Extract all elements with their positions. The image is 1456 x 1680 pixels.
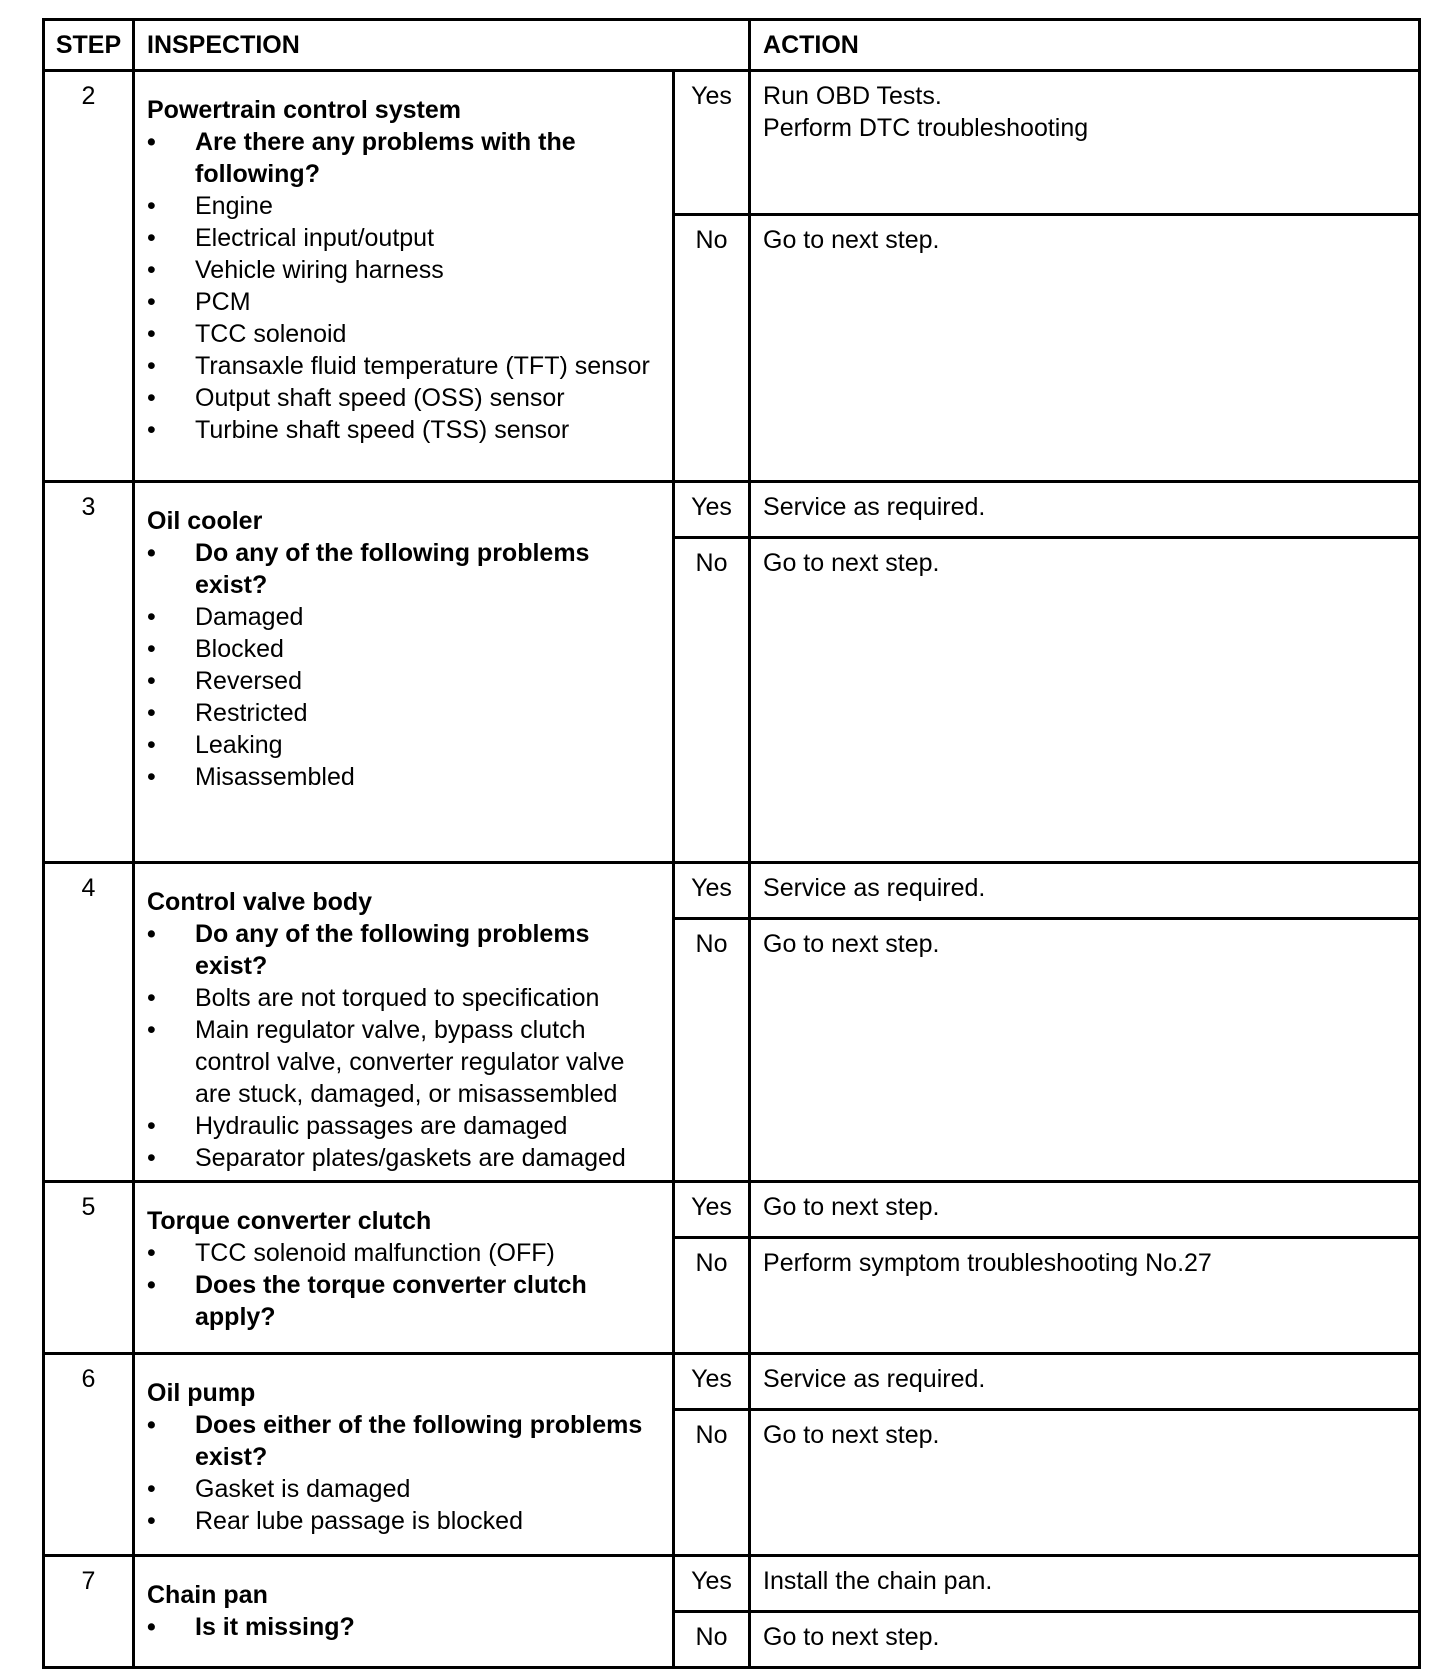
- bullet-icon: •: [147, 1411, 156, 1439]
- list-item: [147, 318, 660, 350]
- list-item: [147, 286, 660, 318]
- yes-label: Yes: [674, 1354, 750, 1410]
- inspection-list: [147, 126, 660, 446]
- inspection-cell: [134, 71, 674, 482]
- no-action: [750, 1410, 1420, 1556]
- list-item: [147, 1142, 660, 1174]
- bullet-icon: •: [147, 1112, 156, 1140]
- list-item-text: Electrical input/output: [195, 224, 435, 252]
- bullet-icon: •: [147, 699, 156, 727]
- list-item: [147, 665, 660, 697]
- list-item: [147, 222, 660, 254]
- inspection-question-text: Does the torque converter clutch apply?: [195, 1271, 587, 1331]
- step-number: 2: [44, 71, 134, 482]
- inspection-question: [147, 126, 660, 190]
- inspection-question-text: Is it missing?: [195, 1613, 355, 1641]
- action-line: Service as required.: [763, 1365, 986, 1393]
- list-item-text: Bolts are not torqued to specification: [195, 984, 600, 1012]
- list-item-text: Misassembled: [195, 763, 355, 791]
- step-number: 4: [44, 863, 134, 1182]
- inspection-question: [147, 918, 660, 982]
- action-line: Run OBD Tests.: [763, 82, 942, 110]
- yes-action: [750, 1556, 1420, 1612]
- no-action: [750, 538, 1420, 863]
- inspection-title: Chain pan: [147, 1581, 268, 1609]
- no-label: No: [674, 215, 750, 482]
- no-action: [750, 215, 1420, 482]
- list-item: [147, 761, 660, 793]
- bullet-icon: •: [147, 352, 156, 380]
- bullet-icon: •: [147, 384, 156, 412]
- list-item: [147, 382, 660, 414]
- action-line: Perform DTC troubleshooting: [763, 114, 1089, 142]
- table-row: [44, 482, 1420, 538]
- list-item-text: Turbine shaft speed (TSS) sensor: [195, 416, 570, 444]
- list-item: [147, 697, 660, 729]
- inspection-question-text: Do any of the following problems exist?: [195, 920, 590, 980]
- list-item-text: TCC solenoid malfunction (OFF): [195, 1239, 555, 1267]
- yes-action: [750, 71, 1420, 215]
- bullet-icon: •: [147, 539, 156, 567]
- list-item: [147, 1237, 660, 1269]
- bullet-icon: •: [147, 224, 156, 252]
- bullet-icon: •: [147, 920, 156, 948]
- list-item: [147, 601, 660, 633]
- list-item-text: Separator plates/gaskets are damaged: [195, 1144, 626, 1172]
- list-item-text: Rear lube passage is blocked: [195, 1507, 523, 1535]
- bullet-icon: •: [147, 1016, 156, 1044]
- step-number: 6: [44, 1354, 134, 1556]
- table-row: [44, 863, 1420, 919]
- list-item-text: Output shaft speed (OSS) sensor: [195, 384, 565, 412]
- inspection-cell: [134, 1556, 674, 1668]
- list-item-text: Reversed: [195, 667, 302, 695]
- list-item: [147, 633, 660, 665]
- action-header: ACTION: [750, 20, 1420, 71]
- list-item-text: Hydraulic passages are damaged: [195, 1112, 568, 1140]
- list-item-text: Restricted: [195, 699, 308, 727]
- yes-label: Yes: [674, 71, 750, 215]
- bullet-icon: •: [147, 731, 156, 759]
- yes-label: Yes: [674, 1556, 750, 1612]
- inspection-table: [42, 18, 1421, 1669]
- list-item-text: Leaking: [195, 731, 283, 759]
- table-row: [44, 1556, 1420, 1612]
- table-row: [44, 1354, 1420, 1410]
- no-action: [750, 1238, 1420, 1354]
- list-item-text: Gasket is damaged: [195, 1475, 411, 1503]
- no-action: [750, 1612, 1420, 1668]
- header-row: [44, 20, 1420, 71]
- yes-action: [750, 1182, 1420, 1238]
- bullet-icon: •: [147, 256, 156, 284]
- inspection-header: INSPECTION: [134, 20, 750, 71]
- yes-label: Yes: [674, 482, 750, 538]
- bullet-icon: •: [147, 984, 156, 1012]
- bullet-icon: •: [147, 1271, 156, 1299]
- list-item: [147, 190, 660, 222]
- yes-label: Yes: [674, 1182, 750, 1238]
- action-line: Go to next step.: [763, 1421, 940, 1449]
- bullet-icon: •: [147, 128, 156, 156]
- inspection-title: Control valve body: [147, 888, 373, 916]
- list-item-text: Vehicle wiring harness: [195, 256, 444, 284]
- bullet-icon: •: [147, 320, 156, 348]
- bullet-icon: •: [147, 1239, 156, 1267]
- inspection-question-text: Are there any problems with the following?: [195, 128, 576, 188]
- list-item: [147, 414, 660, 446]
- bullet-icon: •: [147, 416, 156, 444]
- action-line: Service as required.: [763, 874, 986, 902]
- inspection-title: Torque converter clutch: [147, 1207, 432, 1235]
- list-item: [147, 1014, 660, 1110]
- inspection-question: [147, 1611, 660, 1643]
- bullet-icon: •: [147, 635, 156, 663]
- table-row: [44, 1182, 1420, 1238]
- step-number: 5: [44, 1182, 134, 1354]
- list-item: [147, 1110, 660, 1142]
- inspection-cell: [134, 1354, 674, 1556]
- bullet-icon: •: [147, 192, 156, 220]
- step-number: 3: [44, 482, 134, 863]
- list-item-text: TCC solenoid: [195, 320, 347, 348]
- step-number: 7: [44, 1556, 134, 1668]
- list-item-text: Engine: [195, 192, 273, 220]
- yes-label: Yes: [674, 863, 750, 919]
- list-item: [147, 982, 660, 1014]
- no-label: No: [674, 1410, 750, 1556]
- list-item-text: Transaxle fluid temperature (TFT) sensor: [195, 352, 650, 380]
- inspection-table-sheet: [42, 18, 1418, 1669]
- list-item-text: PCM: [195, 288, 251, 316]
- bullet-icon: •: [147, 1613, 156, 1641]
- yes-action: [750, 863, 1420, 919]
- bullet-icon: •: [147, 603, 156, 631]
- list-item: [147, 729, 660, 761]
- list-item: [147, 350, 660, 382]
- list-item: [147, 1505, 660, 1537]
- action-line: Go to next step.: [763, 1193, 940, 1221]
- inspection-question-text: Do any of the following problems exist?: [195, 539, 590, 599]
- inspection-question-text: Does either of the following problems exist?: [195, 1411, 643, 1471]
- no-label: No: [674, 919, 750, 1182]
- table-row: [44, 71, 1420, 215]
- action-line: Install the chain pan.: [763, 1567, 993, 1595]
- inspection-list: [147, 537, 660, 793]
- list-item-text: Main regulator valve, bypass clutch control valve, converter regulator valve are stuck, damaged, or misassembled: [195, 1016, 625, 1108]
- action-line: Go to next step.: [763, 930, 940, 958]
- no-label: No: [674, 1238, 750, 1354]
- no-label: No: [674, 1612, 750, 1668]
- inspection-list: [147, 1409, 660, 1537]
- action-line: Service as required.: [763, 493, 986, 521]
- action-line: Go to next step.: [763, 549, 940, 577]
- inspection-cell: [134, 1182, 674, 1354]
- inspection-title: Powertrain control system: [147, 96, 461, 124]
- inspection-list: [147, 918, 660, 1174]
- inspection-cell: [134, 863, 674, 1182]
- bullet-icon: •: [147, 763, 156, 791]
- table-body: [44, 71, 1420, 1668]
- list-item: [147, 1473, 660, 1505]
- no-action: [750, 919, 1420, 1182]
- no-label: No: [674, 538, 750, 863]
- list-item-text: Damaged: [195, 603, 304, 631]
- yes-action: [750, 1354, 1420, 1410]
- list-item-text: Blocked: [195, 635, 284, 663]
- bullet-icon: •: [147, 1144, 156, 1172]
- inspection-list: [147, 1237, 660, 1333]
- bullet-icon: •: [147, 1475, 156, 1503]
- step-header: STEP: [44, 20, 134, 71]
- list-item: [147, 254, 660, 286]
- inspection-question: [147, 537, 660, 601]
- yes-action: [750, 482, 1420, 538]
- inspection-list: [147, 1611, 660, 1643]
- action-line: Perform symptom troubleshooting No.27: [763, 1249, 1212, 1277]
- action-line: Go to next step.: [763, 226, 940, 254]
- bullet-icon: •: [147, 1507, 156, 1535]
- action-line: Go to next step.: [763, 1623, 940, 1651]
- inspection-title: Oil pump: [147, 1379, 256, 1407]
- inspection-question: [147, 1409, 660, 1473]
- inspection-title: Oil cooler: [147, 507, 263, 535]
- inspection-question: [147, 1269, 660, 1333]
- bullet-icon: •: [147, 288, 156, 316]
- bullet-icon: •: [147, 667, 156, 695]
- inspection-cell: [134, 482, 674, 863]
